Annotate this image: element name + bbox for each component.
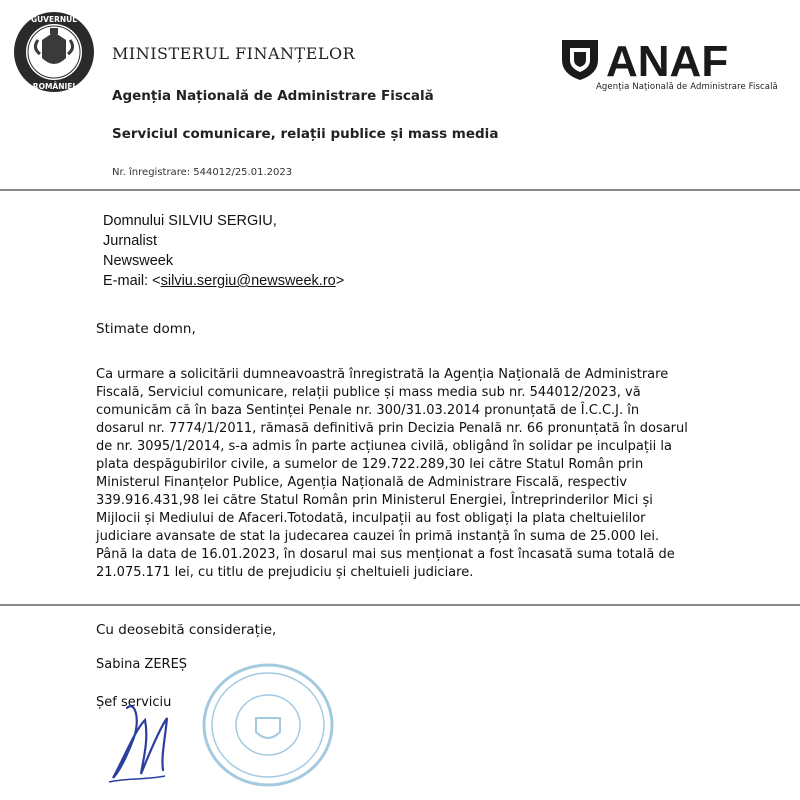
body-line: comunicăm că în baza Sentinței Penale nr. 300/31.03.2014 pronunțată de Î.C.C.J. în [96, 403, 640, 418]
signer-role: Șef serviciu [96, 695, 172, 710]
registration-number: Nr. înregistrare: 544012/25.01.2023 [112, 167, 293, 178]
romanian-government-crest [12, 10, 96, 94]
official-stamp [198, 660, 338, 790]
body-line: Ca urmare a solicitării dumneavoastră înregistrată la Agenția Națională de Administrare [96, 367, 669, 382]
body-line: 21.075.171 lei, cu titlu de prejudiciu și cheltuieli judiciare. [96, 565, 474, 580]
handwritten-signature [105, 690, 185, 790]
recipient-organization: Newsweek [103, 253, 174, 269]
anaf-shield-icon [562, 40, 598, 80]
agency-name: Agenția Națională de Administrare Fiscală [112, 88, 434, 104]
closing: Cu deosebită considerație, [96, 622, 277, 638]
body-divider [0, 604, 800, 606]
body-line: Mijlocii și Mediului de Afaceri.Totodată, inculpații au fost obligați la plata cheltuielilor [96, 511, 646, 526]
body-line: de nr. 3095/1/2014, s-a admis în parte acțiunea civilă, obligând în solidar pe inculpații la [96, 439, 672, 454]
body-line: dosarul nr. 7774/1/2011, rămasă definitivă prin Decizia Penală nr. 66 pronunțată în dosarul [96, 421, 688, 436]
svg-text:GUVERNUL: GUVERNUL [30, 15, 78, 24]
greeting: Stimate domn, [96, 321, 196, 337]
email-suffix: > [335, 273, 345, 289]
anaf-logo-text: ANAF [606, 37, 729, 86]
ministry-name: MINISTERUL FINANȚELOR [112, 44, 356, 63]
body-line: plata despăgubirilor civile, a sumelor de 129.722.289,30 lei către Statul Român prin [96, 457, 644, 472]
svg-text:ROMÂNIEI: ROMÂNIEI [32, 82, 76, 91]
body-line: judiciare avansate de stat la judecarea cauzei în primă instanță în suma de 25.000 lei. [96, 529, 660, 544]
body-line: Fiscală, Serviciul comunicare, relații publice și mass media sub nr. 544012/2023, vă [96, 385, 641, 400]
email-prefix: E-mail: < [103, 273, 161, 289]
body-line: Până la data de 16.01.2023, în dosarul mai sus menționat a fost încasată suma totală de [96, 547, 675, 562]
body-line: 339.916.431,98 lei către Statul Român prin Ministerul Energiei, Întreprinderilor Mici și [96, 493, 653, 508]
signer-name: Sabina ZEREȘ [96, 657, 188, 672]
header-divider [0, 189, 800, 191]
email-link[interactable]: silviu.sergiu@newsweek.ro [160, 273, 336, 289]
recipient-email-line [103, 273, 344, 289]
anaf-logo-subtitle: Agenția Națională de Administrare Fiscală [596, 82, 778, 92]
recipient-name: Domnului SILVIU SERGIU, [103, 213, 277, 229]
recipient-title: Jurnalist [103, 233, 157, 249]
body-line: Ministerul Finanțelor Publice, Agenția Națională de Administrare Fiscală, respectiv [96, 475, 628, 490]
service-name: Serviciul comunicare, relații publice și mass media [112, 126, 499, 142]
